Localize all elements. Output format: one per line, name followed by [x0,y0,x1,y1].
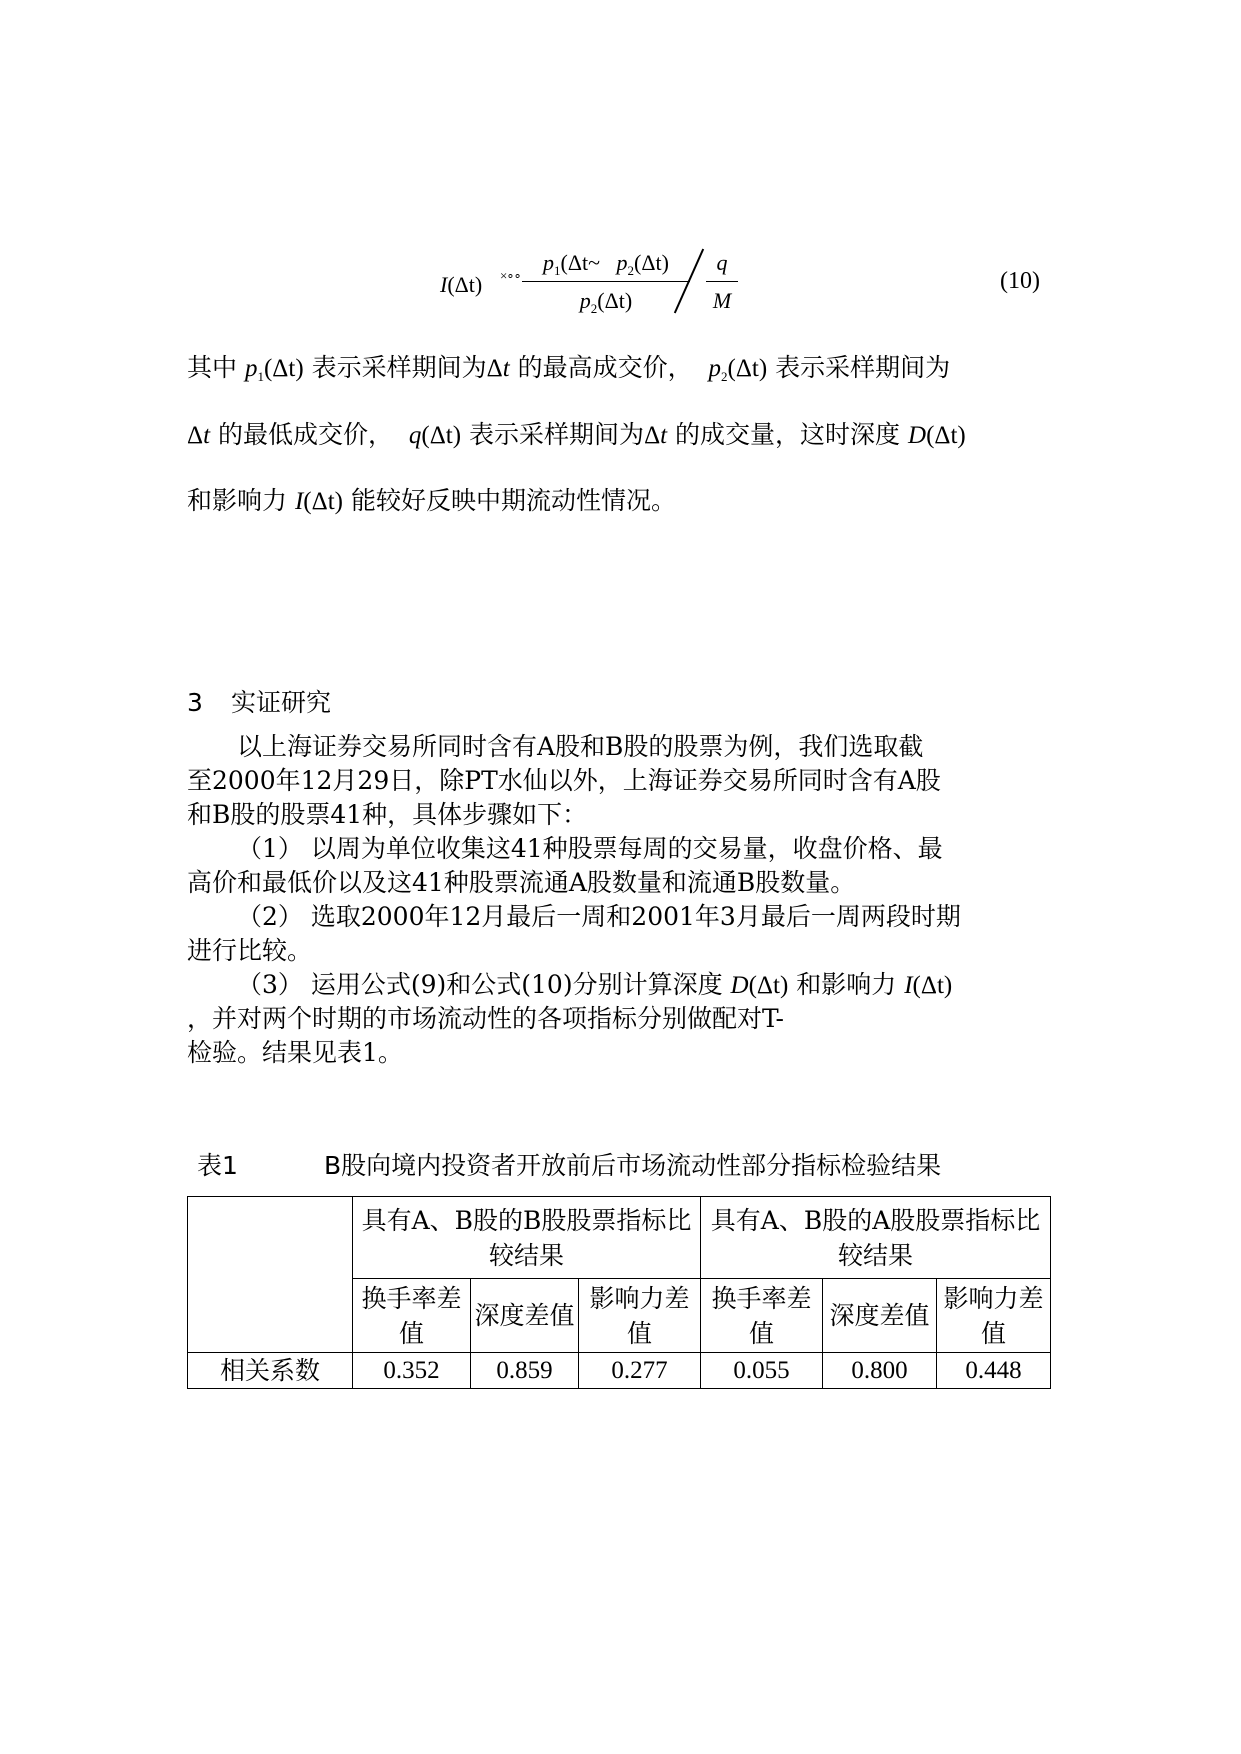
math-D-dt: D(Δt) [908,422,966,449]
intro-line: 至2000年12月29日，除PT水仙以外，上海证券交易所同时含有A股 [187,766,941,795]
formula-denominator: $p_2(\Delta t)$ [579,288,633,316]
row-label: 相关系数 [188,1353,353,1389]
section-title: 实证研究 [231,688,332,717]
intro-line: 和B股的股票41种，具体步骤如下： [187,800,588,829]
math-q-dt: q(Δt) [408,422,462,449]
col-header-impact: 影响力差值 [937,1279,1051,1353]
section-heading [187,683,331,719]
table-cell: 0.448 [937,1353,1051,1389]
col-header-impact: 影响力差值 [579,1279,701,1353]
formula-fraction-bar [522,281,690,282]
formula-numerator: $p_1(\Delta t\sim$ $p_2(\Delta t)$ [543,250,669,278]
table-caption-number: 表1 [197,1151,238,1180]
math-I-dt: I(Δt) [294,488,343,515]
group-header-b-shares: 具有A、B股的B股股票指标比较结果 [353,1197,701,1279]
col-header-turnover: 换手率差值 [353,1279,471,1353]
math-p2-dt: $p_2(\Delta t)$ [708,355,768,384]
col-header-depth: 深度差值 [471,1279,579,1353]
table-cell: 0.859 [471,1353,579,1389]
table-header-row-groups [188,1197,1051,1279]
math-I-dt: I(Δt) [904,972,953,999]
results-table [187,1196,1051,1389]
math-dt: Δt [644,422,668,449]
definition-line-2: Δt 的最低成交价， q(Δt) 表示采样期间为Δt 的成交量，这时深度 D(Δt) [187,420,966,449]
formula-lhs: I(Δt) [440,272,483,297]
step-2-line: 进行比较。 [187,936,313,965]
formula-fraction-bar-2 [706,281,738,282]
table-corner-cell [188,1197,353,1353]
table-cell: 0.277 [579,1353,701,1389]
formula-q: q [716,250,728,275]
step-2-line: （2） 选取2000年12月最后一周和2001年3月最后一周两段时期 [237,902,961,931]
formula-approx-symbol: ×∘∘ [500,268,521,283]
col-header-depth: 深度差值 [823,1279,937,1353]
math-p1-dt: $p_1(\Delta t)$ [244,355,304,384]
table-row [188,1353,1051,1389]
math-dt: Δt [187,422,211,449]
math-D-dt: D(Δt) [730,972,789,999]
table-cell: 0.800 [823,1353,937,1389]
step-1-line: 高价和最低价以及这41种股票流通A股数量和流通B股数量。 [187,868,856,897]
math-dt: Δt [486,355,510,382]
table-cell: 0.055 [701,1353,823,1389]
formula-10 [440,250,750,330]
step-1-line: （1） 以周为单位收集这41种股票每周的交易量，收盘价格、最 [237,834,943,863]
table-caption [197,1146,1047,1182]
definition-line-3: 和影响力 I(Δt) 能较好反映中期流动性情况。 [187,486,676,515]
definition-line-1: 其中 $p_1(\Delta t)$ 表示采样期间为Δt 的最高成交价， $p_2(\Delta t)$ 表示采样期间为 [187,353,951,384]
section-number: 3 [187,688,203,717]
table-caption-title: B股向境内投资者开放前后市场流动性部分指标检验结果 [324,1151,942,1180]
step-3-line: （3） 运用公式(9)和公式(10)分别计算深度 D(Δt) 和影响力 I(Δt) [237,970,953,999]
formula-q-over-m [702,250,742,320]
group-header-a-shares: 具有A、B股的A股股票指标比较结果 [701,1197,1051,1279]
table-cell: 0.352 [353,1353,471,1389]
formula-main-fraction [522,250,690,320]
intro-line: 以上海证券交易所同时含有A股和B股的股票为例，我们选取截 [237,732,924,761]
formula-M: M [712,288,732,313]
equation-number: (10) [1000,268,1040,294]
step-3-line: ，并对两个时期的市场流动性的各项指标分别做配对T- [187,1004,784,1033]
step-3-line: 检验。结果见表1。 [187,1038,403,1067]
col-header-turnover: 换手率差值 [701,1279,823,1353]
